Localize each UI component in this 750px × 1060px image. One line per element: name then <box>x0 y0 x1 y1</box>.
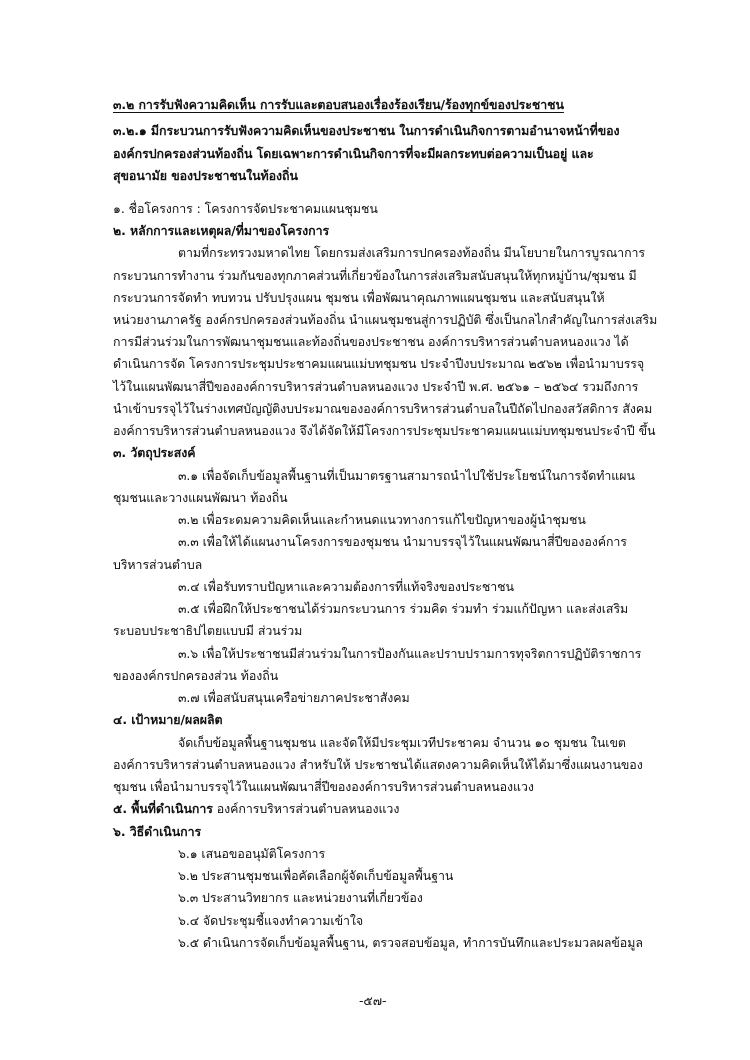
method-6-3: ๖.๓ ประสานวิทยากร และหน่วยงานที่เกี่ยวข้อง <box>178 890 423 905</box>
targets-heading: ๔. เป้าหมาย/ผลผลิต <box>113 712 223 727</box>
objective-3-5: ๓.๕ เพื่อฝึกให้ประชาชนได้ร่วมกระบวนการ ร่วมคิด ร่วมทำ ร่วมแก้ปัญหา และส่งเสริม <box>178 601 629 616</box>
rationale-line-8: นำเข้าบรรจุไว้ในร่างเทศบัญญัติงบประมาณขององค์การบริหารส่วนตำบลในปีถัดไปกองสวัสดิการ สังคม <box>113 401 653 416</box>
subsection-line-3: สุขอนามัย ของประชาชนในท้องถิ่น <box>113 168 298 183</box>
methods-heading: ๖. วิธีดำเนินการ <box>113 824 202 839</box>
targets-line-2: องค์การบริหารส่วนตำบลหนองแวง สำหรับให้ ประชาชนได้แสดงความคิดเห็นให้ได้มาซึ่งแผนงานของ <box>113 757 643 772</box>
objective-3-5-cont: ระบอบประชาธิปไตยแบบมี ส่วนร่วม <box>113 623 303 638</box>
objective-3-3: ๓.๓ เพื่อให้ได้แผนงานโครงการของชุมชน นำมาบรรจุไว้ในแผนพัฒนาสี่ปีขององค์การ <box>178 534 627 549</box>
page-number: -๕๗- <box>359 993 387 1008</box>
targets-line-3: ชุมชน เพื่อนำมาบรรจุไว้ในแผนพัฒนาสี่ปีขององค์การบริหารส่วนตำบลหนองแวง <box>113 779 534 794</box>
rationale-line-2: กระบวนการทำงาน ร่วมกันของทุกภาคส่วนที่เกี่ยวข้องในการส่งเสริมสนับสนุนให้ทุกหมู่บ้าน/ชุมชน มี <box>113 268 637 283</box>
method-6-5: ๖.๕ ดำเนินการจัดเก็บข้อมูลพื้นฐาน, ตรวจสอบข้อมูล, ทำการบันทึกและประมวลผลข้อมูล <box>178 935 643 950</box>
rationale-line-4: หน่วยงานภาครัฐ องค์กรปกครองส่วนท้องถิ่น นำแผนชุมชนสู่การปฏิบัติ ซึ่งเป็นกลไกสำคัญในการส่งเสริม <box>113 312 658 327</box>
objective-3-7: ๓.๗ เพื่อสนับสนุนเครือข่ายภาคประชาสังคม <box>178 690 410 705</box>
project-number: ๑. ชื่อโครงการ <box>113 201 193 216</box>
section-heading: ๓.๒ การรับฟังความคิดเห็น การรับและตอบสนองเรื่องร้องเรียน/ร้องทุกข์ของประชาชน <box>113 97 564 112</box>
rationale-heading: ๒. หลักการและเหตุผล/ที่มาของโครงการ <box>113 223 330 238</box>
subsection-line-2: องค์กรปกครองส่วนท้องถิ่น โดยเฉพาะการดำเนินกิจการที่จะมีผลกระทบต่อความเป็นอยู่ และ <box>113 146 594 161</box>
rationale-line-1: ตามที่กระทรวงมหาดไทย โดยกรมส่งเสริมการปกครองท้องถิ่น มีนโยบายในการบูรณาการ <box>178 245 646 260</box>
rationale-line-5: การมีส่วนร่วมในการพัฒนาชุมชนและท้องถิ่นของประชาชน องค์การบริหารส่วนตำบลหนองแวง ได้ <box>113 334 629 349</box>
objectives-heading: ๓. วัตถุประสงค์ <box>113 445 196 460</box>
area-line <box>113 801 399 817</box>
project-name: : โครงการจัดประชาคมแผนชุมชน <box>196 201 378 216</box>
area-text: องค์การบริหารส่วนตำบลหนองแวง <box>216 801 400 816</box>
method-6-4: ๖.๔ จัดประชุมชี้แจงทำความเข้าใจ <box>178 913 364 928</box>
objective-3-6-cont: ขององค์กรปกครองส่วน ท้องถิ่น <box>113 668 279 683</box>
method-6-1: ๖.๑ เสนอขออนุมัติโครงการ <box>178 846 326 861</box>
rationale-line-6: ดำเนินการจัด โครงการประชุมประชาคมแผนแม่บทชุมชน ประจำปีงบประมาณ ๒๕๖๒ เพื่อนำมาบรรจุ <box>113 356 645 371</box>
objective-3-6: ๓.๖ เพื่อให้ประชาชนมีส่วนร่วมในการป้องกันและปราบปรามการทุจริตการปฏิบัติราชการ <box>178 646 642 661</box>
targets-line-1: จัดเก็บข้อมูลพื้นฐานชุมชน และจัดให้มีประชุมเวทีประชาคม จำนวน ๑๐ ชุมชน ในเขต <box>178 735 626 750</box>
project-line <box>113 201 378 217</box>
rationale-line-3: กระบวนการจัดทำ ทบทวน ปรับปรุงแผน ชุมชน เพื่อพัฒนาคุณภาพแผนชุมชน และสนับสนุนให้ <box>113 290 605 305</box>
objective-3-1: ๓.๑ เพื่อจัดเก็บข้อมูลพื้นฐานที่เป็นมาตรฐานสามารถนำไปใช้ประโยชน์ในการจัดทำแผน <box>178 468 635 483</box>
method-6-2: ๖.๒ ประสานชุมชนเพื่อคัดเลือกผู้จัดเก็บข้อมูลพื้นฐาน <box>178 868 454 883</box>
rationale-line-7: ไว้ในแผนพัฒนาสี่ปีขององค์การบริหารส่วนตำบลหนองแวง ประจำปี พ.ศ. ๒๕๖๑ – ๒๕๖๔ รวมถึงการ <box>113 379 639 394</box>
rationale-line-9: องค์การบริหารส่วนตำบลหนองแวง จึงได้จัดให้มีโครงการประชุมประชาคมแผนแม่บทชุมชนประจำปี ขึ้น <box>113 423 656 438</box>
area-label: ๕. พื้นที่ดำเนินการ <box>113 801 213 816</box>
objective-3-1-cont: ชุมชนและวางแผนพัฒนา ท้องถิ่น <box>113 490 288 505</box>
subsection-line-1: ๓.๒.๑ มีกระบวนการรับฟังความคิดเห็นของประชาชน ในการดำเนินกิจการตามอำนาจหน้าที่ของ <box>113 123 620 138</box>
objective-3-4: ๓.๔ เพื่อรับทราบปัญหาและความต้องการที่แท้จริงของประชาชน <box>178 579 514 594</box>
objective-3-2: ๓.๒ เพื่อระดมความคิดเห็นและกำหนดแนวทางการแก้ไขปัญหาของผู้นำชุมชน <box>178 512 586 527</box>
objective-3-3-cont: บริหารส่วนตำบล <box>113 557 203 572</box>
